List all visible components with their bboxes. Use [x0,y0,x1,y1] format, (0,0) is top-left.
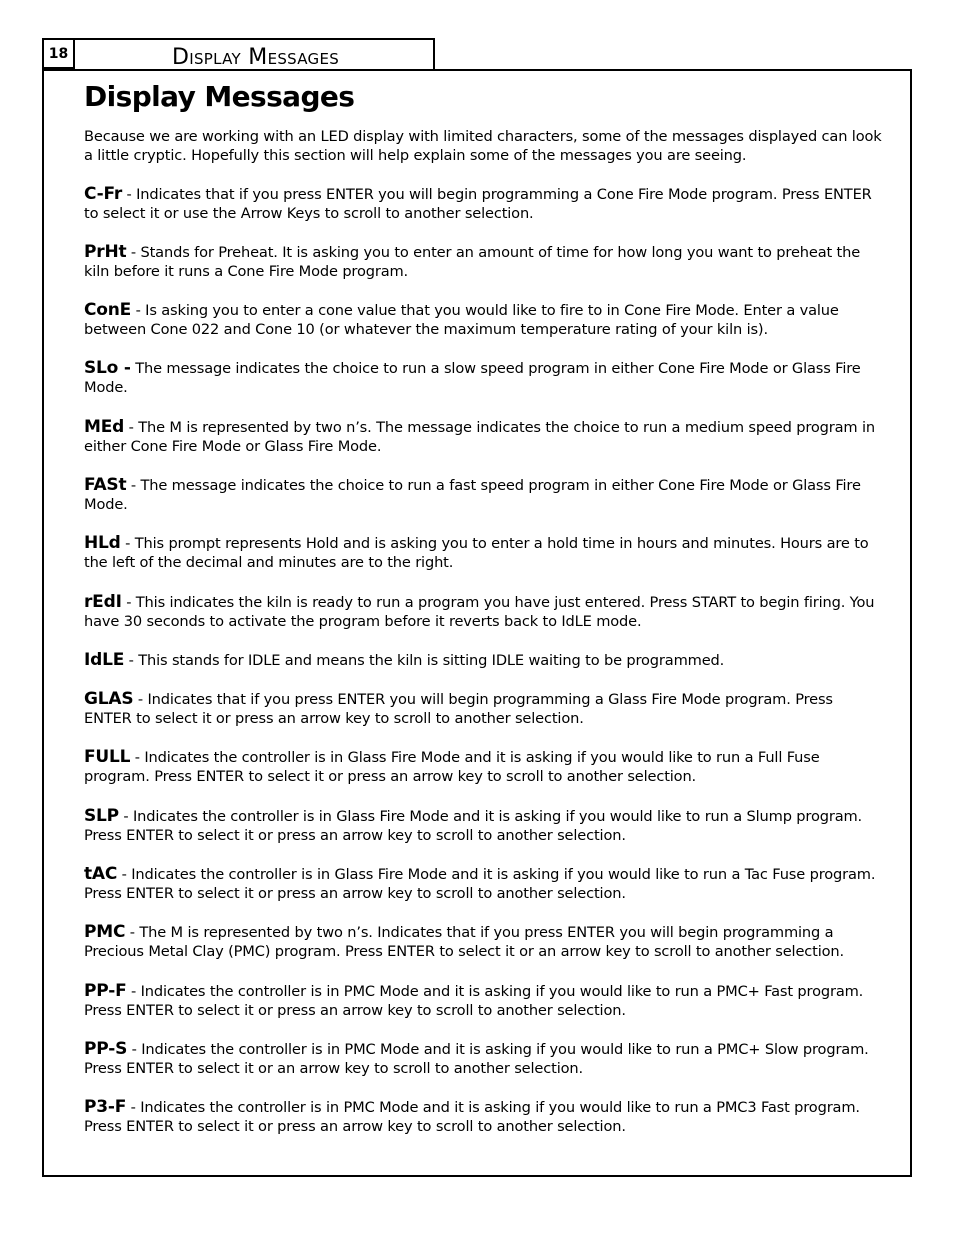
page-title: Display Messages [84,80,355,113]
message-code: rEdI [84,591,122,612]
message-entry [84,359,884,397]
section-title: Display Messages [172,45,340,70]
message-entry [84,476,884,514]
section-header [73,38,435,71]
message-entry [84,807,884,845]
message-description: - This prompt represents Hold and is asking you to enter a hold time in hours and minutes. Hours are to the left of the decimal and minutes are to the right. [84,535,869,572]
message-description: - Indicates the controller is in PMC Mode and it is asking if you would like to run a PMC3 Fast program. Press ENTER to select it or press an arrow key to scroll to another selection. [84,1099,860,1136]
message-code: FULL [84,747,131,768]
message-code: IdLE [84,649,125,670]
message-entry [84,690,884,728]
message-code: P3-F [84,1097,127,1118]
message-entry [84,301,884,339]
message-description: - Indicates that if you press ENTER you will begin programming a Cone Fire Mode program. Press ENTER to select it or use the Arrow Keys to scroll to another selection. [84,185,872,222]
message-description: - Stands for Preheat. It is asking you to enter an amount of time for how long you want to preheat the kiln before it runs a Cone Fire Mode program. [84,243,861,280]
message-description: The message indicates the choice to run a slow speed program in either Cone Fire Mode or Glass Fire Mode. [84,360,861,397]
message-entry [84,651,884,670]
message-description: - Indicates the controller is in PMC Mode and it is asking if you would like to run a PMC+ Slow program. Press ENTER to select it or an arrow key to scroll to another selection. [84,1040,869,1077]
message-entry [84,1040,884,1078]
message-description: - Indicates the controller is in Glass Fire Mode and it is asking if you would like to run a Full Fuse program. Press ENTER to select it or press an arrow key to scroll to another selection. [84,749,820,786]
message-code: FASt [84,474,127,495]
message-description: - This indicates the kiln is ready to run a program you have just entered. Press START to begin firing. You have 30 seconds to activate the program before it reverts back to IdLE mode. [84,593,875,630]
message-code: PP-F [84,980,127,1001]
intro-paragraph: Because we are working with an LED display with limited characters, some of the messages displayed can look a little cryptic. Hopefully this section will help explain some of the messages you are seeing. [84,128,882,164]
message-entry [84,748,884,786]
message-description: - The M is represented by two n’s. Indicates that if you press ENTER you will begin programming a Precious Metal Clay (PMC) program. Press ENTER to select it or an arrow key to scroll to another selection. [84,924,844,961]
message-description: - Indicates the controller is in Glass Fire Mode and it is asking if you would like to run a Slump program. Press ENTER to select it or press an arrow key to scroll to another selection. [84,807,863,844]
message-code: HLd [84,533,121,554]
message-entry [84,982,884,1020]
message-code: MEd [84,416,125,437]
message-code: PP-S [84,1038,128,1059]
message-code: GLAS [84,689,134,710]
message-code: C-Fr [84,183,123,204]
message-entry [84,534,884,572]
message-code: PrHt [84,241,127,262]
message-entry [84,865,884,903]
message-code: SLo - [84,358,131,379]
message-description: - This stands for IDLE and means the kiln is sitting IDLE waiting to be programmed. [124,651,725,669]
message-entry [84,185,884,223]
message-code: ConE [84,300,132,321]
message-description: - The message indicates the choice to run a fast speed program in either Cone Fire Mode or Glass Fire Mode. [84,476,861,513]
message-entry [84,593,884,631]
message-description: - Indicates the controller is in PMC Mode and it is asking if you would like to run a PMC+ Fast program. Press ENTER to select it or press an arrow key to scroll to another selection. [84,982,864,1019]
message-entry [84,1098,884,1136]
message-description: - Is asking you to enter a cone value that you would like to fire to in Cone Fire Mode. Enter a value between Cone 022 and Cone 10 (or whatever the maximum temperature rating of your kiln is). [84,302,839,339]
main-content [84,78,884,1157]
message-code: tAC [84,864,118,885]
message-entry [84,418,884,456]
message-description: - Indicates the controller is in Glass Fire Mode and it is asking if you would like to run a Tac Fuse program. Press ENTER to select it or press an arrow key to scroll to another selection. [84,866,876,903]
message-code: PMC [84,922,126,943]
page-number: 18 [42,38,73,69]
message-code: SLP [84,805,119,826]
message-entry [84,923,884,961]
message-description: - Indicates that if you press ENTER you will begin programming a Glass Fire Mode program. Press ENTER to select it or press an arrow key to scroll to another selection. [84,691,833,728]
message-entry [84,243,884,281]
message-description: - The M is represented by two n’s. The message indicates the choice to run a medium speed program in either Cone Fire Mode or Glass Fire Mode. [84,418,875,455]
